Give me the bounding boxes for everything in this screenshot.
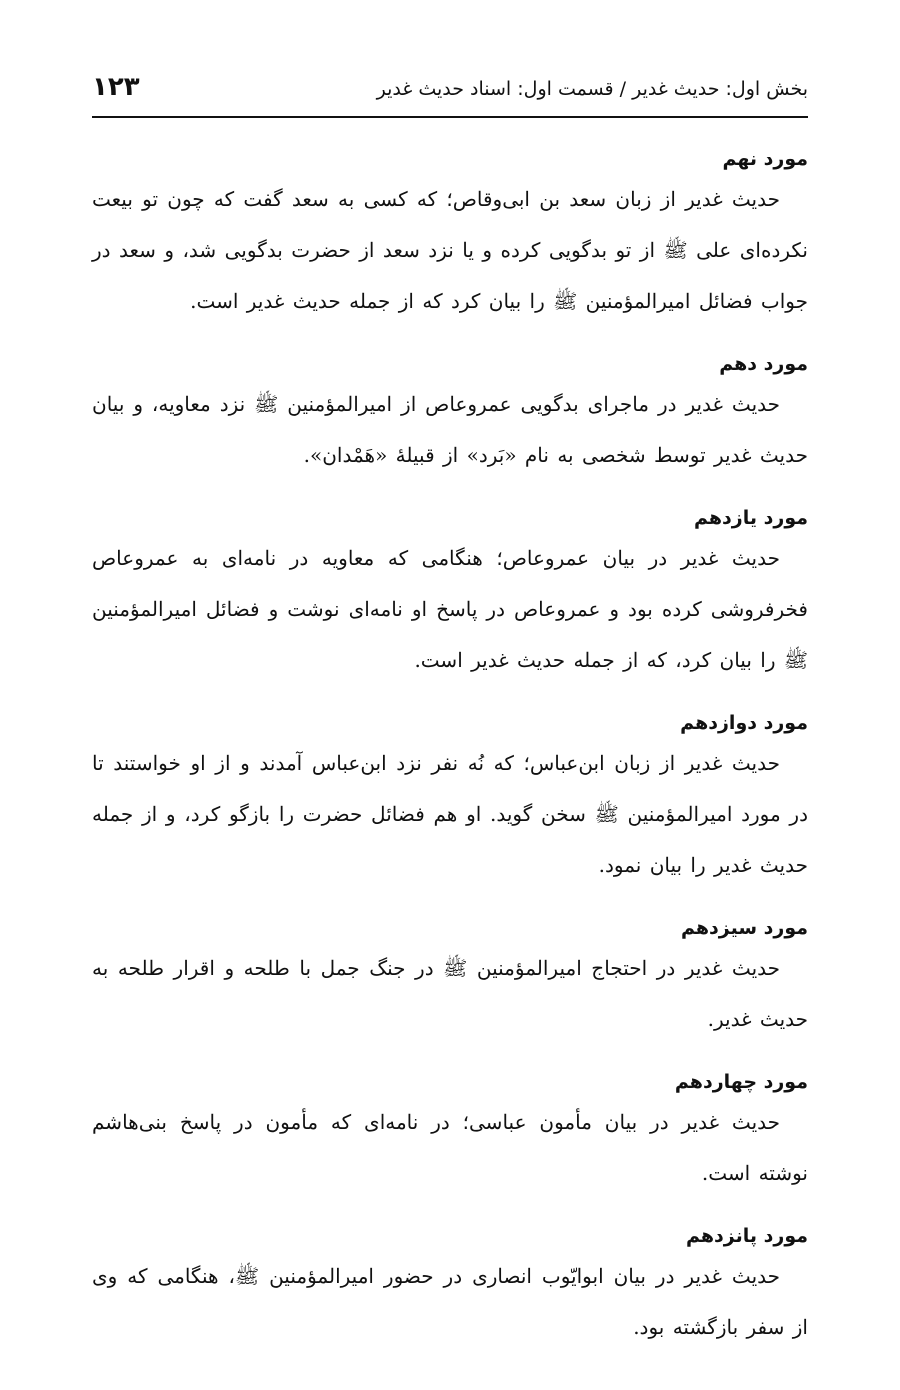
section-paragraph bbox=[92, 1251, 808, 1353]
section-11 bbox=[92, 503, 808, 686]
header-title: بخش اول: حدیث غدیر / قسمت اول: اسناد حدیث غدیر bbox=[376, 78, 808, 100]
section-heading: مورد نهم bbox=[722, 148, 808, 170]
paragraph-text: حدیث غدیر در احتجاج امیرالمؤمنین ﷺ در جنگ جمل با طلحه و اقرار طلحه به حدیث غدیر. bbox=[92, 956, 808, 1031]
section-14 bbox=[92, 1067, 808, 1199]
section-heading: مورد یازدهم bbox=[693, 507, 808, 529]
section-13 bbox=[92, 913, 808, 1045]
section-paragraph bbox=[92, 1097, 808, 1199]
section-heading: مورد دوازدهم bbox=[680, 712, 808, 734]
page-body bbox=[92, 144, 808, 1375]
section-heading: مورد دهم bbox=[719, 353, 808, 375]
section-10 bbox=[92, 349, 808, 481]
paragraph-text: حدیث غدیر در بیان مأمون عباسی؛ در نامه‌ای که مأمون در پاسخ بنی‌هاشم نوشته است. bbox=[92, 1110, 808, 1185]
section-paragraph bbox=[92, 379, 808, 481]
page-number: ۱۲۳ bbox=[92, 72, 140, 102]
running-header bbox=[92, 72, 808, 118]
section-paragraph bbox=[92, 174, 808, 327]
section-paragraph bbox=[92, 943, 808, 1045]
paragraph-text: حدیث غدیر از زبان سعد بن ابی‌وقاص؛ که کسی به سعد گفت که چون تو بیعت نکرده‌ای علی ﷺ از تو بدگویی کرده و یا نزد سعد از حضرت بدگویی شد، و سعد در جواب فضائل امیرالمؤمنین ﷺ را بیان کرد که از جمله حدیث غدیر است. bbox=[92, 187, 808, 313]
section-heading: مورد چهاردهم bbox=[674, 1071, 808, 1093]
section-heading: مورد پانزدهم bbox=[685, 1225, 808, 1247]
section-15 bbox=[92, 1221, 808, 1353]
paragraph-text: حدیث غدیر در بیان ابوایّوب انصاری در حضور امیرالمؤمنین ﷺ، هنگامی که وی از سفر بازگشته بود. bbox=[92, 1264, 808, 1339]
paragraph-text: حدیث غدیر در ماجرای بدگویی عمروعاص از امیرالمؤمنین ﷺ نزد معاویه، و بیان حدیث غدیر توسط شخصی به نام «بَرد» از قبیلهٔ «هَمْدان». bbox=[92, 392, 808, 467]
paragraph-text: حدیث غدیر از زبان ابن‌عباس؛ که نُه نفر نزد ابن‌عباس آمدند و از او خواستند تا در مورد امیرالمؤمنین ﷺ سخن گوید. او هم فضائل حضرت را بازگو کرد، و از جمله حدیث غدیر را بیان نمود. bbox=[92, 751, 808, 877]
section-9 bbox=[92, 144, 808, 327]
section-paragraph bbox=[92, 738, 808, 891]
section-paragraph bbox=[92, 533, 808, 686]
section-heading: مورد سیزدهم bbox=[680, 917, 808, 939]
paragraph-text: حدیث غدیر در بیان عمروعاص؛ هنگامی که معاویه در نامه‌ای به عمروعاص فخرفروشی کرده بود و عمروعاص در پاسخ او نامه‌ای نوشت و فضائل امیرالمؤمنین ﷺ را بیان کرد، که از جمله حدیث غدیر است. bbox=[92, 546, 808, 672]
section-12 bbox=[92, 708, 808, 891]
